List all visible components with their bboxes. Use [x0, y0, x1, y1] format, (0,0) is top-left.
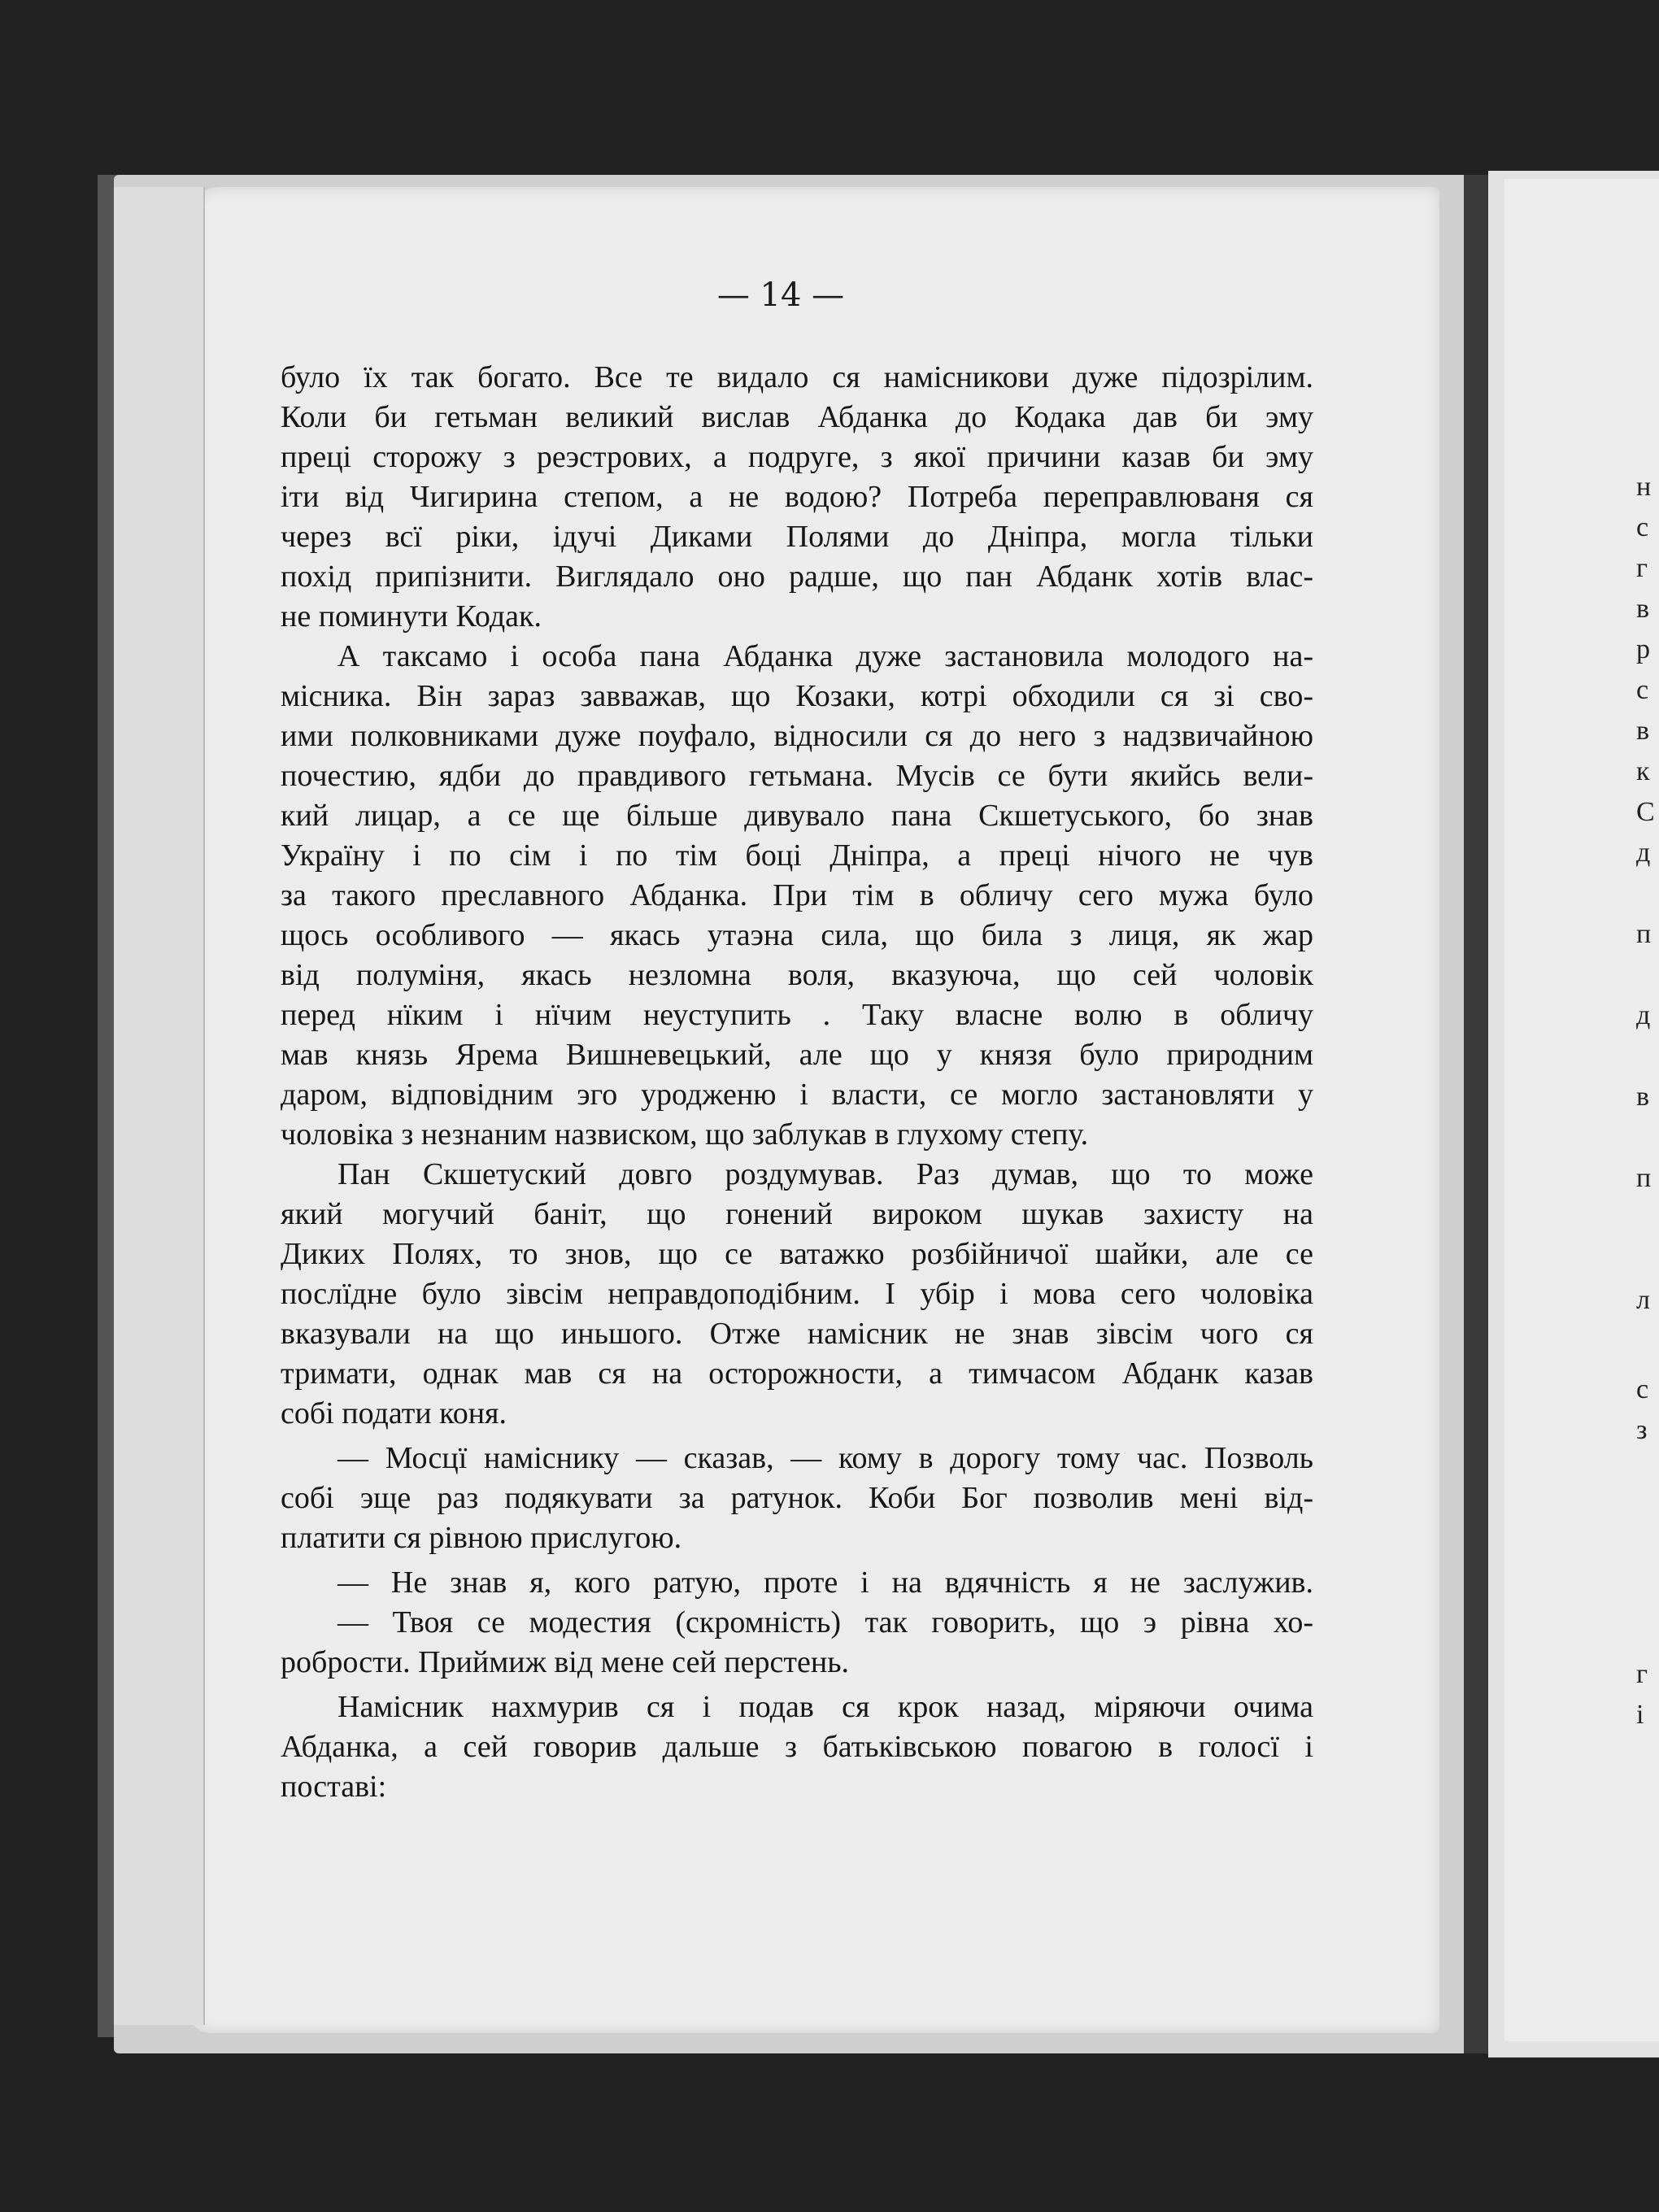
text-line: місника. Він зараз завважав, що Козаки, котрі обходили ся зі сво-: [281, 679, 1313, 713]
right-page-fragment: в: [1636, 1082, 1650, 1112]
text-line: через всї ріки, ідучі Диками Полями до Дніпра, могла тільки: [281, 520, 1313, 554]
right-page-fragment: в: [1636, 716, 1650, 746]
text-line: похід припізнити. Виглядало оно радше, що пан Абданк хотів влас-: [281, 560, 1313, 594]
right-page-fragment: с: [1636, 1374, 1649, 1404]
right-page-fragment: г: [1636, 553, 1648, 583]
text-line: послїдне було зівсім неправдоподібним. І убір і мова сего чоловіка: [281, 1277, 1313, 1311]
text-line: було їх так богато. Все те видало ся намісникови дуже підозрілим.: [281, 360, 1313, 394]
text-line: собі эще раз подякувати за ратунок. Коби Бог позволив мені від-: [281, 1481, 1313, 1515]
right-page-fragment: с: [1636, 512, 1649, 542]
text-line: Абданка, а сей говорив дальше з батьківською повагою в голосї і: [281, 1730, 1313, 1764]
text-line: преці сторожу з реэстрових, а подруге, з якої причини казав би эму: [281, 440, 1313, 474]
right-page-fragment: р: [1636, 634, 1650, 664]
text-line: поставі:: [281, 1770, 387, 1804]
text-line: іти від Чигирина степом, а не водою? Потреба переправлюваня ся: [281, 480, 1313, 514]
text-line: почестию, ядби до правдивого гетьмана. Мусів се бути якийсь вели-: [281, 759, 1313, 793]
text-line: собі подати коня.: [281, 1396, 507, 1430]
text-line: не поминути Кодак.: [281, 599, 542, 634]
text-line: який могучий баніт, що гонений вироком шукав захисту на: [281, 1197, 1313, 1231]
text-line: — Не знав я, кого ратую, проте і на вдячність я не заслужив.: [337, 1565, 1313, 1600]
right-page-fragment: г: [1636, 1659, 1648, 1689]
right-page-fragment: н: [1636, 472, 1652, 502]
text-line: кий лицар, а се ще більше дивувало пана Скшетуського, бо знав: [281, 799, 1313, 833]
left-page-torn-edge: [114, 187, 205, 2025]
text-line: мав князь Ярема Вишневецький, але що у князя було природним: [281, 1038, 1313, 1072]
page-number: — 14 —: [716, 276, 845, 314]
text-line: Пан Скшетуский довго роздумував. Раз думав, що то може: [337, 1157, 1313, 1191]
text-line: А таксамо і особа пана Абданка дуже застановила молодого на-: [337, 639, 1313, 673]
right-page-fragment: с: [1636, 675, 1649, 705]
text-line: від полуміня, якась незломна воля, вказуюча, що сей чоловік: [281, 958, 1313, 992]
text-line: Диких Полях, то знов, що се ватажко розбійничої шайки, але се: [281, 1237, 1313, 1271]
text-line: ими полковниками дуже поуфало, відносили ся до него з надзвичайною: [281, 719, 1313, 753]
text-line: — Мосцї наміснику — сказав, — кому в дорогу тому час. Позволь: [337, 1441, 1313, 1475]
text-line: Україну і по сім і по тім боці Дніпра, а преці нічого не чув: [281, 838, 1313, 873]
right-page-fragment: д: [1636, 1000, 1651, 1030]
right-page-fragment: л: [1636, 1285, 1650, 1315]
right-page-fragment: в: [1636, 594, 1650, 624]
text-line: Коли би гетьман великий вислав Абданка до Кодака дав би эму: [281, 400, 1313, 434]
text-line: вказували на що иньшого. Отже намісник не знав зівсім чого ся: [281, 1317, 1313, 1351]
text-line: чоловіка з незнаним назвиском, що заблукав в глухому степу.: [281, 1117, 1089, 1152]
book-gutter: [1464, 175, 1488, 2053]
right-page-fragment: і: [1636, 1700, 1644, 1730]
text-line: даром, відповідним эго уродженю і власти, се могло застановляти у: [281, 1078, 1313, 1112]
body-text: [281, 358, 1313, 1807]
text-line: перед нїким і нїчим неуступить . Таку власне волю в обличу: [281, 998, 1313, 1032]
text-line: — Твоя се модестия (скромність) так говорить, що э рівна хо-: [337, 1605, 1313, 1639]
right-page-fragment: д: [1636, 838, 1651, 868]
right-page: [1488, 171, 1659, 2057]
text-line: робрости. Приймиж від мене сей перстень.: [281, 1645, 850, 1679]
right-page-fragment: к: [1636, 756, 1650, 786]
text-line: Намісник нахмурив ся і подав ся крок назад, міряючи очима: [337, 1690, 1313, 1724]
right-page-fragment: з: [1636, 1415, 1648, 1445]
text-line: за такого преславного Абданка. При тім в обличу сего мужа було: [281, 878, 1313, 912]
right-page-fragment: п: [1636, 919, 1652, 949]
text-line: платити ся рівною прислугою.: [281, 1521, 682, 1555]
right-page-fragment: п: [1636, 1163, 1652, 1193]
text-line: щось особливого — якась утаэна сила, що била з лиця, як жар: [281, 918, 1313, 952]
text-line: тримати, однак мав ся на осторожности, а тимчасом Абданк казав: [281, 1356, 1313, 1391]
right-page-fragment: С: [1636, 797, 1655, 827]
